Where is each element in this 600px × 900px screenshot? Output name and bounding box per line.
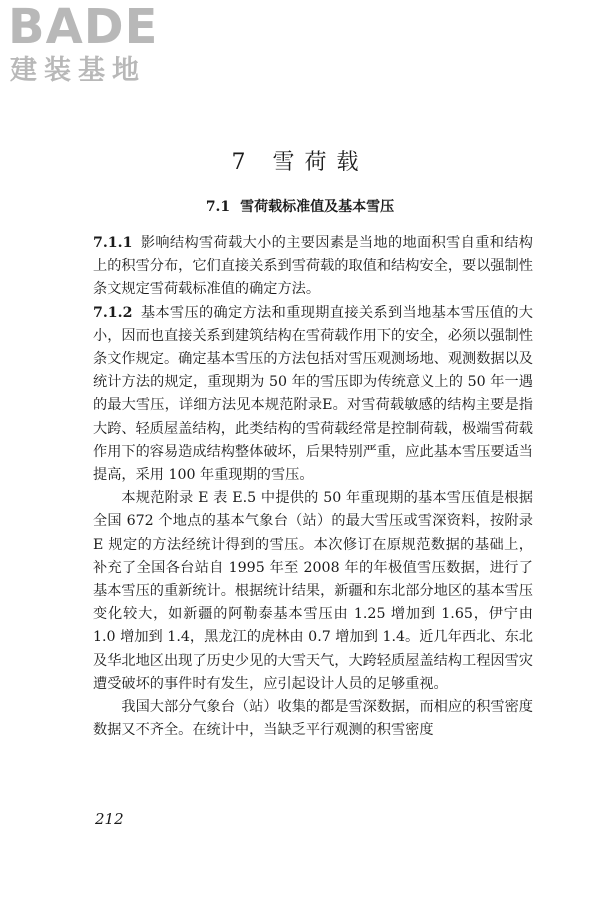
section-title bbox=[0, 196, 600, 216]
chapter-number: 7 bbox=[231, 150, 256, 175]
clause-text: 基本雪压的确定方法和重现期直接关系到当地基本雪压值的大小，因而也直接关系到建筑结构在雪荷载作用下的安全，必须以强制性条文作规定。确定基本雪压的方法包括对雪压观测场地、观测数据以及统计方法的规定，重现期为 50 年的雪压即为传统意义上的 50 年一遇的最大雪压，详细方法见本规范附录E。对雪荷载敏感的结构主要是指大跨、轻质屋盖结构，此类结构的雪荷载经常是控制荷载，极端雪荷载作用下的容易造成结构整体破坏，后果特别严重，应此基本雪压要适当提高，采用 100 年重现期的雪压。 bbox=[93, 304, 533, 484]
paragraph: 我国大部分气象台（站）收集的都是雪深数据，而相应的积雪密度数据又不齐全。在统计中，当缺乏平行观测的积雪密度 bbox=[93, 699, 533, 739]
clause-number: 7.1.1 bbox=[93, 235, 133, 251]
logo-brand-text: BADE bbox=[8, 0, 159, 55]
chapter-title bbox=[0, 145, 600, 176]
clause-7-1-2 bbox=[93, 302, 533, 488]
clause-number: 7.1.2 bbox=[93, 304, 133, 321]
clause-7-1-1 bbox=[93, 232, 533, 302]
section-number: 7.1 bbox=[205, 199, 231, 215]
brand-logo bbox=[8, 2, 178, 92]
chapter-name: 雪荷载 bbox=[272, 150, 369, 175]
logo-tagline: 建装基地 bbox=[10, 55, 146, 86]
clause-text: 影响结构雪荷载大小的主要因素是当地的地面积雪自重和结构上的积雪分布，它们直接关系到雪荷载的取值和结构安全，要以强制性条文规定雪荷载标准值的确定方法。 bbox=[93, 235, 533, 298]
body-text bbox=[93, 232, 533, 742]
paragraph: 本规范附录 E 表 E.5 中提供的 50 年重现期的基本雪压值是根据全国 672 个地点的基本气象台（站）的最大雪压或雪深资料，按附录 E 规定的方法经统计得到的雪压。本次修订在原规范数据的基础上，补充了全国各台站自 1995 年至 2008 年的年极值雪压数据，进行了基本雪压的重新统计。根据统计结果，新疆和东北部分地区的基本雪压变化较大，如新疆的阿勒泰基本雪压由 1.25 增加到 1.65，伊宁由 1.0 增加到 1.4，黑龙江的虎林由 0.7 增加到 1.4。近几年西北、东北及华北地区出现了历史少见的大雪天气，大跨轻质屋盖结构工程因雪灾遭受破坏的事件时有发生，应引起设计人员的足够重视。 bbox=[93, 490, 533, 692]
section-name: 雪荷载标准值及基本雪压 bbox=[240, 199, 395, 215]
page-number: 212 bbox=[95, 810, 124, 828]
